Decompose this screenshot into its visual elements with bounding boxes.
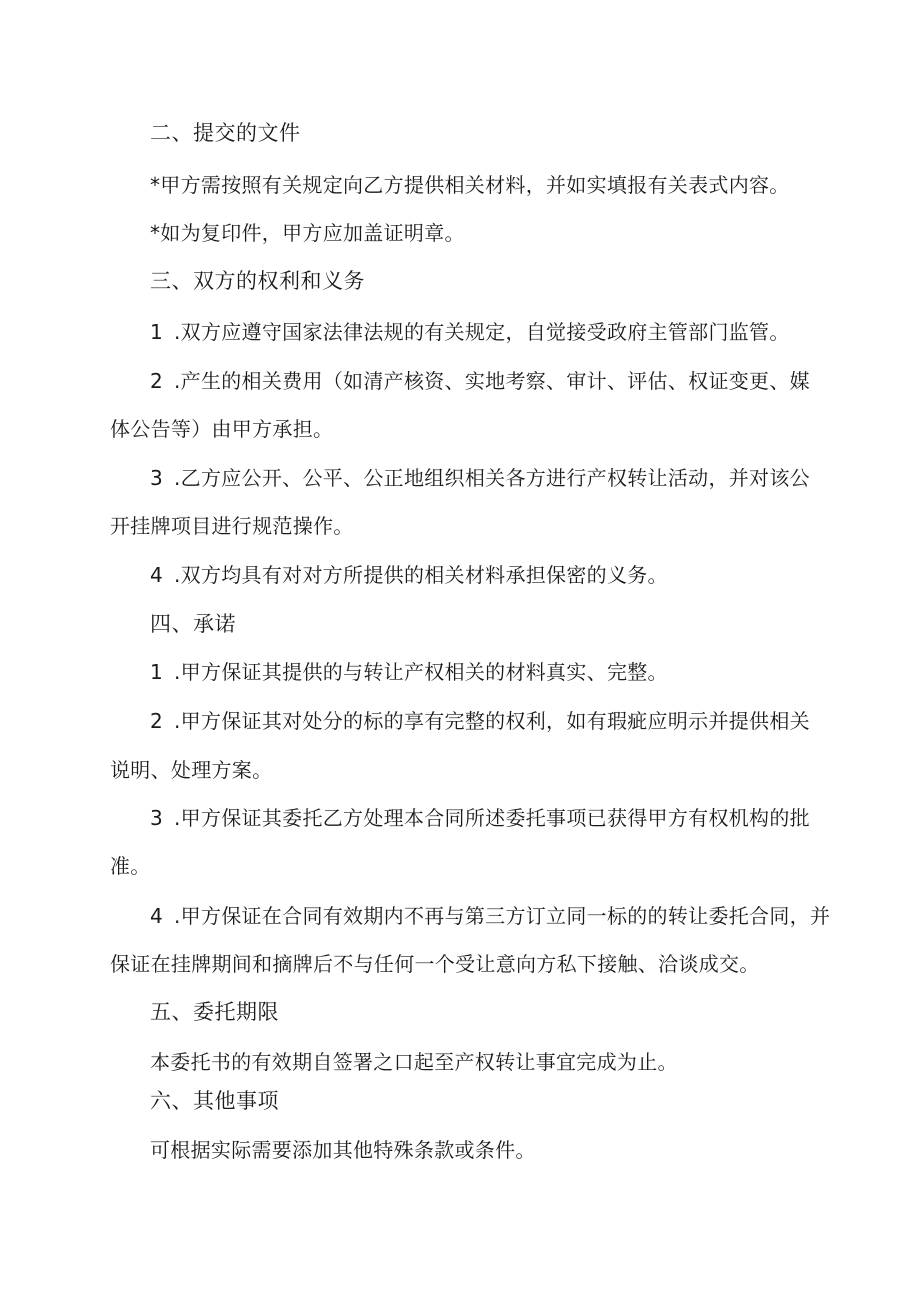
item-text: .双方应遵守国家法律法规的有关规定，自觉接受政府主管部门监管。	[174, 320, 790, 344]
item-text-continuation: 准。	[110, 854, 151, 878]
paragraph: *甲方需按照有关规定向乙方提供相关材料，并如实填报有关表式内容。	[150, 173, 790, 197]
list-item	[150, 707, 810, 735]
section-heading-commitments: 四、承诺	[150, 612, 236, 636]
item-number: 4	[150, 563, 164, 587]
section-heading-rights-obligations: 三、双方的权利和义务	[150, 269, 365, 293]
item-number: 3	[150, 806, 164, 830]
list-item	[150, 367, 810, 395]
section-heading-term: 五、委托期限	[150, 1000, 279, 1024]
paragraph: 可根据实际需要添加其他特殊条款或条件。	[150, 1138, 536, 1162]
item-text: .甲方保证其委托乙方处理本合同所述委托事项已获得甲方有权机构的批	[174, 806, 810, 830]
item-text: .甲方保证其提供的与转让产权相关的材料真实、完整。	[174, 660, 668, 684]
section-heading-documents: 二、提交的文件	[150, 121, 301, 145]
item-number: 3	[150, 466, 164, 490]
list-item	[150, 658, 668, 686]
list-item	[150, 902, 830, 930]
list-item	[150, 318, 790, 346]
item-number: 1	[150, 320, 164, 344]
item-number: 2	[150, 709, 164, 733]
section-heading-other-matters: 六、其他事项	[150, 1089, 279, 1113]
item-number: 4	[150, 904, 164, 928]
list-item	[150, 804, 810, 832]
item-text-continuation: 体公告等）由甲方承担。	[110, 417, 334, 441]
item-text: .乙方应公开、公平、公正地组织相关各方进行产权转让活动，并对该公	[174, 466, 810, 490]
item-number: 2	[150, 369, 164, 393]
list-item	[150, 561, 668, 589]
paragraph: 本委托书的有效期自签署之口起至产权转让事宜完成为止。	[150, 1050, 678, 1074]
item-number: 1	[150, 660, 164, 684]
item-text: .产生的相关费用（如清产核资、实地考察、审计、评估、权证变更、媒	[174, 369, 810, 393]
paragraph: *如为复印件，甲方应加盖证明章。	[150, 221, 465, 245]
item-text: .甲方保证在合同有效期内不再与第三方订立同一标的的转让委托合同，并	[174, 904, 831, 928]
list-item	[150, 464, 810, 492]
item-text-continuation: 开挂牌项目进行规范操作。	[110, 514, 354, 538]
item-text: .双方均具有对对方所提供的相关材料承担保密的义务。	[174, 563, 668, 587]
item-text-continuation: 说明、处理方案。	[110, 758, 273, 782]
item-text-continuation: 保证在挂牌期间和摘牌后不与任何一个受让意向方私下接触、洽谈成交。	[110, 952, 760, 976]
item-text: .甲方保证其对处分的标的享有完整的权利，如有瑕疵应明示并提供相关	[174, 709, 810, 733]
